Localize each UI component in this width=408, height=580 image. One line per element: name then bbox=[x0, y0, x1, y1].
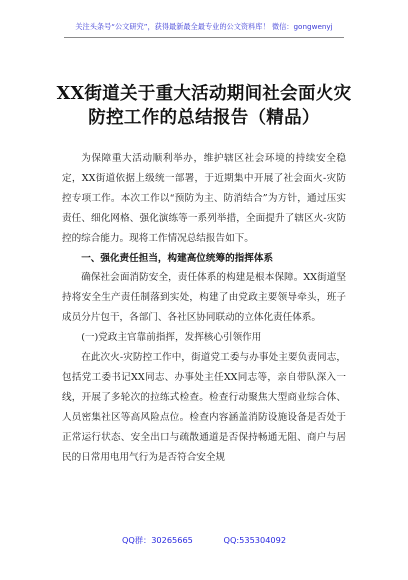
section-heading-1: 一、强化责任担当，构建高位统筹的指挥体系 bbox=[81, 252, 274, 264]
intro-paragraph: 为保障重大活动顺利举办，维护辖区社会环境的持续安全稳定，XX街道依据上级统一部署，于近期集中开展了社会面火-灾防控专项工作。本次工作以“预防为主、防消结合”为方针，通过压实责任、细化网格、强化演练等一系列举措，全面提升了辖区火-灾防控的综合能力。现将工作情况总结报告如下。 bbox=[62, 153, 346, 244]
header-note: 关注头条号“公文研究”，获得最新最全最专业的公文资料库！ 微信：gongwenyj bbox=[75, 22, 333, 31]
title-line-2: 防控工作的总结报告（精品） bbox=[88, 108, 320, 128]
subsection-heading-1: (一)党政主官靠前指挥，发挥核心引领作用 bbox=[81, 332, 262, 344]
header-divider bbox=[64, 37, 344, 38]
footer-qq-number: QQ:535304092 bbox=[223, 535, 287, 545]
section-1-paragraph: 确保社会面消防安全，责任体系的构建是根本保障。XX街道坚持将安全生产责任制落到实处，构建了由党政主要领导牵头，班子成员分片包干，各部门、各社区协同联动的立体化责任体系。 bbox=[62, 272, 346, 324]
subsection-1-paragraph: 在此次火-灾防控工作中，街道党工委与办事处主要负责同志，包括党工委书记XX同志、办事处主任XX同志等，亲自带队深入一线，开展了多轮次的拉练式检查。检查行动聚焦大型商业综合体、人员密集社区等高风险点位。检查内容涵盖消防设施设备是否处于正常运行状态、安全出口与疏散通道是否保持畅通无阻、商户与居民的日常用电用气行为是否符合安全规 bbox=[62, 352, 346, 463]
footer-qq-group: QQ群：30265665 bbox=[121, 535, 193, 545]
footer-contact bbox=[0, 535, 408, 546]
title-line-1: XX街道关于重大活动期间社会面火灾 bbox=[56, 84, 352, 104]
document-title bbox=[50, 82, 358, 130]
document-body bbox=[62, 149, 346, 468]
